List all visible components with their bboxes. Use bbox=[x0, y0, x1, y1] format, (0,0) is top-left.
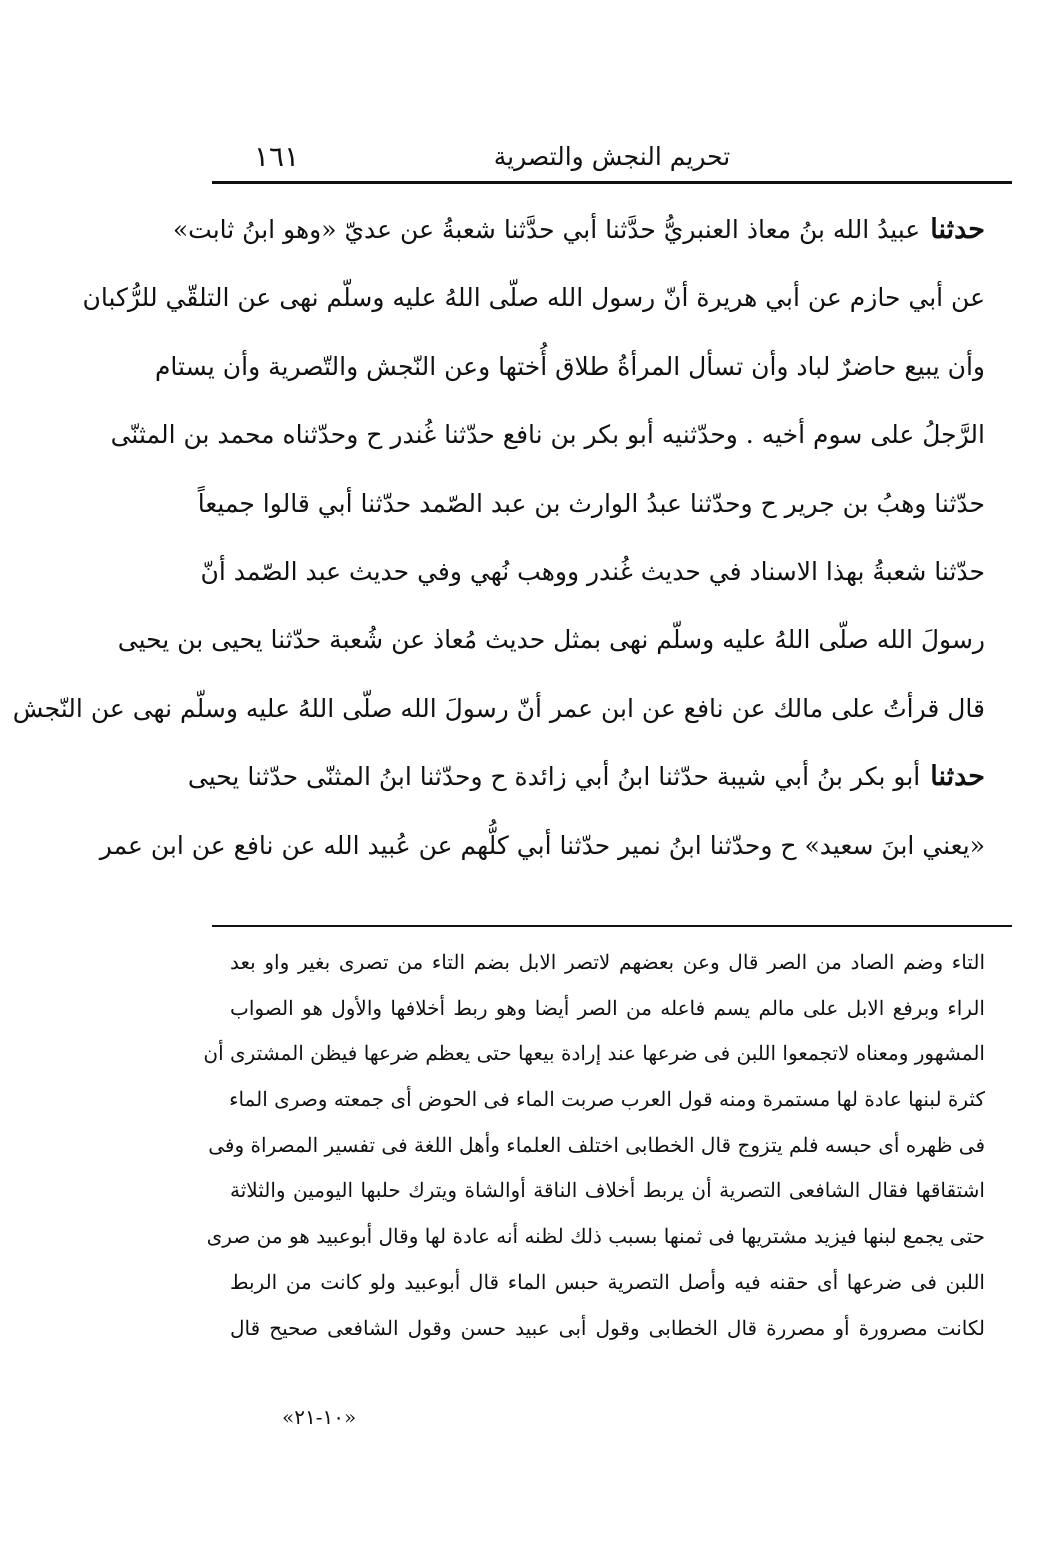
note-line: كثرة لبنها عادة لها مستمرة ومنه قول العرب صربت الماء فى الحوض أى جمعته وصرى الماء bbox=[229, 1087, 985, 1112]
note-line: لكانت مصرورة أو مصررة قال الخطابى وقول أبى عبيد حسن وقول الشافعى صحيح قال bbox=[230, 1315, 985, 1340]
main-line: حدّثنا وهبُ بن جرير ح وحدّثنا عبدُ الوارث بن عبد الصّمد حدّثنا أبي قالوا جميعاً bbox=[197, 488, 985, 518]
main-line: «يعني ابنَ سعيد» ح وحدّثنا ابنُ نمير حدّثنا أبي كلُّهم عن عُبيد الله عن نافع عن ابن عمر bbox=[99, 830, 985, 860]
hadith-label: حدثنا bbox=[930, 214, 985, 245]
note-line: الراء وبرفع الابل على مالم يسم فاعله من الصر أيضا وهو ربط أخلافها والأول هو الصواب bbox=[230, 995, 985, 1020]
page-number: ١٦١ bbox=[254, 140, 300, 173]
main-line-text: أبو بكر بنُ أبي شيبة حدّثنا ابنُ أبي زائدة ح وحدّثنا ابنُ المثنّى حدّثنا يحيى bbox=[187, 762, 921, 792]
note-line: اشتقاقها فقال الشافعى التصرية أن يربط أخلاف الناقة أوالشاة ويترك حلبها اليومين والثلاثة bbox=[230, 1178, 985, 1203]
main-line: رسولَ الله صلّى اللهُ عليه وسلّم نهى بمثل حديث مُعاذ عن شُعبة حدّثنا يحيى بن يحيى bbox=[117, 625, 985, 655]
main-line: الرَّجلُ على سوم أخيه . وحدّثنيه أبو بكر بن نافع حدّثنا غُندر ح وحدّثناه محمد بن المثنّى bbox=[110, 420, 985, 450]
note-line: اللبن فى ضرعها أى حقنه فيه وأصل التصرية حبس الماء قال أبوعبيد ولو كانت من الربط bbox=[230, 1269, 985, 1294]
main-line bbox=[172, 196, 985, 264]
hadith-label: حدثنا bbox=[930, 761, 985, 793]
footnote-rule bbox=[212, 925, 1012, 927]
header-rule bbox=[212, 181, 1012, 184]
main-line: عن أبي حازم عن أبي هريرة أنّ رسول الله صلّى اللهُ عليه وسلّم نهى عن التلقّي للرُّكبان bbox=[82, 283, 985, 313]
main-line: قال قرأتُ على مالك عن نافع عن ابن عمر أنّ رسولَ الله صلّى اللهُ عليه وسلّم نهى عن النّجش bbox=[12, 693, 985, 723]
main-line: حدّثنا شعبةُ بهذا الاسناد في حديث غُندر ووهب نُهي وفي حديث عبد الصّمد أنّ bbox=[200, 556, 985, 586]
printer-signature: «١٠-٢١» bbox=[282, 1405, 357, 1429]
main-text bbox=[12, 196, 985, 880]
note-line: فى ظهره أى حبسه فلم يتزوج قال الخطابى اختلف العلماء وأهل اللغة فى تفسير المصراة وفى bbox=[208, 1132, 985, 1157]
commentary bbox=[203, 940, 985, 1351]
main-line-text: عبيدُ الله بنُ معاذ العنبريُّ حدَّثنا أبي حدَّثنا شعبةُ عن عديّ «وهو ابنُ ثابت» bbox=[172, 215, 921, 244]
chapter-title: تحريم النجش والتصرية bbox=[493, 142, 731, 171]
note-line: التاء وضم الصاد من الصر قال وعن بعضهم لاتصر الابل بضم التاء من تصرى بغير واو بعد bbox=[230, 950, 985, 974]
main-line bbox=[187, 743, 985, 811]
note-line: المشهور ومعناه لاتجمعوا اللبن فى ضرعها عند إرادة بيعها حتى يعظم ضرعها فيظن المشترى أن bbox=[203, 1041, 985, 1066]
page-header bbox=[212, 140, 1012, 180]
note-line: حتى يجمع لبنها فيزيد مشتريها فى ثمنها بسبب ذلك لظنه أنه عادة لها وقال أبوعبيد هو من صرى bbox=[206, 1224, 985, 1249]
main-line: وأن يبيع حاضرٌ لباد وأن تسأل المرأةُ طلاق أُختها وعن النّجش والتّصرية وأن يستام bbox=[154, 351, 985, 381]
